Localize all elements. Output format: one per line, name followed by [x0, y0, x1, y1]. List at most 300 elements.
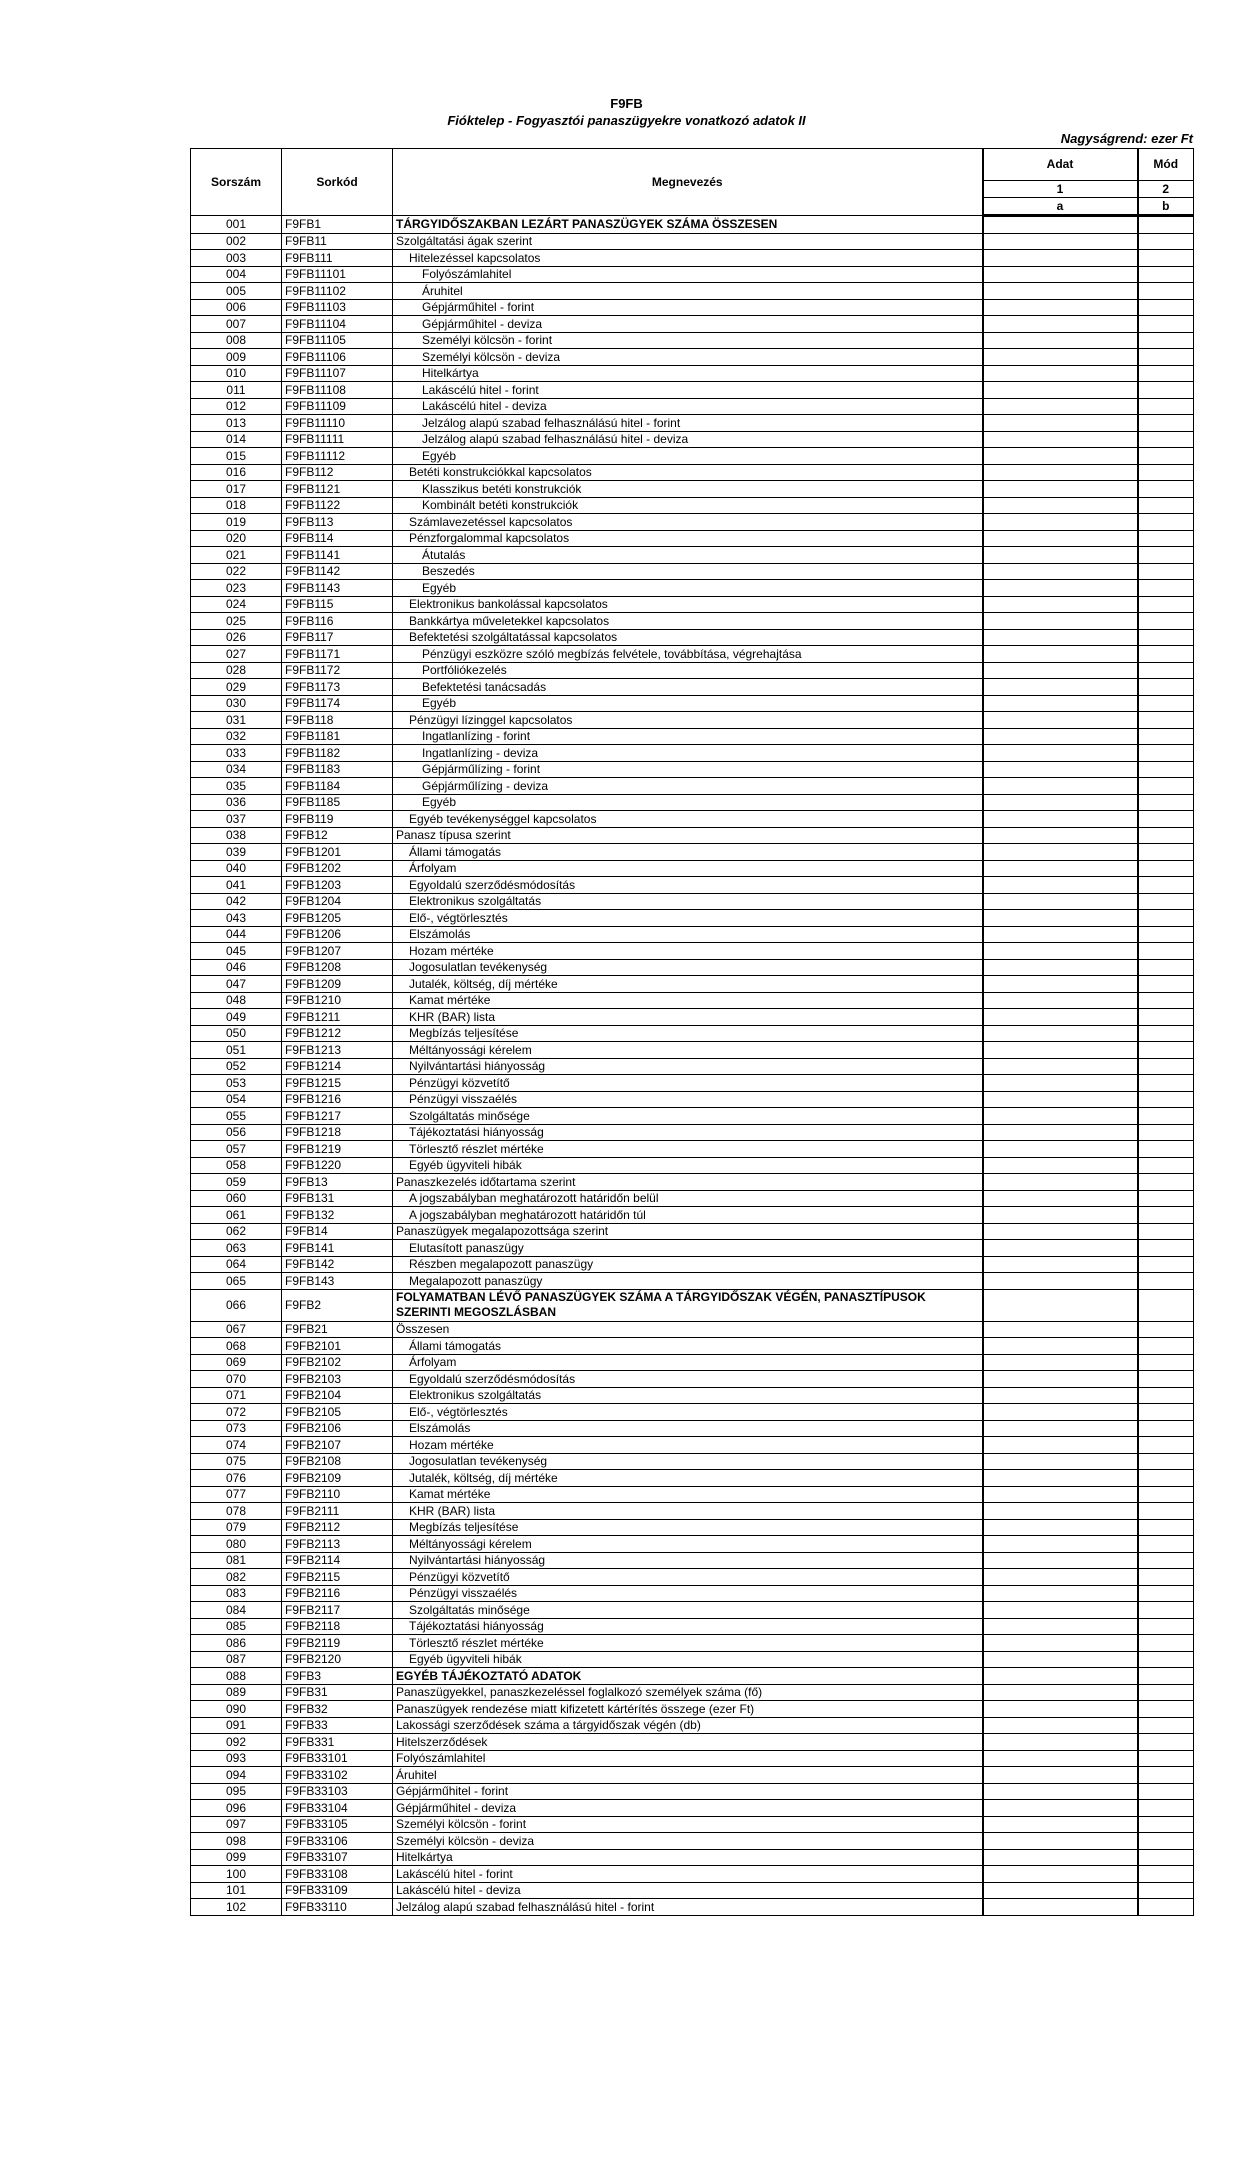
- row-number: 012: [191, 398, 282, 415]
- mod-cell[interactable]: [1138, 266, 1194, 283]
- mod-cell[interactable]: [1138, 976, 1194, 993]
- mod-cell[interactable]: [1138, 893, 1194, 910]
- mod-cell[interactable]: [1138, 530, 1194, 547]
- adat-cell[interactable]: [983, 860, 1138, 877]
- row-code: F9FB11109: [282, 398, 393, 415]
- row-code: F9FB331: [282, 1734, 393, 1751]
- mod-cell[interactable]: [1138, 794, 1194, 811]
- adat-cell[interactable]: [983, 1816, 1138, 1833]
- report-code: F9FB: [610, 96, 643, 111]
- adat-cell[interactable]: [983, 844, 1138, 861]
- adat-cell[interactable]: [983, 794, 1138, 811]
- table-row: [191, 1174, 1194, 1191]
- adat-cell[interactable]: [983, 1635, 1138, 1652]
- row-label: Elő-, végtörlesztés: [393, 910, 983, 927]
- col-letter-adat: a: [983, 197, 1138, 215]
- row-number: 073: [191, 1420, 282, 1437]
- adat-cell[interactable]: [983, 316, 1138, 333]
- mod-cell[interactable]: [1138, 1141, 1194, 1158]
- mod-cell[interactable]: [1138, 1833, 1194, 1850]
- row-label: Számlavezetéssel kapcsolatos: [393, 514, 983, 531]
- mod-cell[interactable]: [1138, 1108, 1194, 1125]
- row-code: F9FB119: [282, 811, 393, 828]
- adat-cell[interactable]: [983, 811, 1138, 828]
- mod-cell[interactable]: [1138, 1420, 1194, 1437]
- row-label: Áruhitel: [393, 283, 983, 300]
- table-row: [191, 1124, 1194, 1141]
- adat-cell[interactable]: [983, 233, 1138, 250]
- adat-cell[interactable]: [983, 1025, 1138, 1042]
- mod-cell[interactable]: [1138, 1668, 1194, 1685]
- mod-cell[interactable]: [1138, 943, 1194, 960]
- row-number: 003: [191, 250, 282, 267]
- mod-cell[interactable]: [1138, 1009, 1194, 1026]
- mod-cell[interactable]: [1138, 448, 1194, 465]
- adat-cell[interactable]: [983, 349, 1138, 366]
- mod-cell[interactable]: [1138, 1437, 1194, 1454]
- adat-cell[interactable]: [983, 1701, 1138, 1718]
- table-row: [191, 1767, 1194, 1784]
- row-number: 041: [191, 877, 282, 894]
- adat-cell[interactable]: [983, 1899, 1138, 1916]
- table-row: [191, 216, 1194, 234]
- adat-cell[interactable]: [983, 1882, 1138, 1899]
- adat-cell[interactable]: [983, 1141, 1138, 1158]
- adat-cell[interactable]: [983, 464, 1138, 481]
- adat-cell[interactable]: [983, 1207, 1138, 1224]
- adat-cell[interactable]: [983, 266, 1138, 283]
- row-number: 072: [191, 1404, 282, 1421]
- adat-cell[interactable]: [983, 1767, 1138, 1784]
- mod-cell[interactable]: [1138, 1404, 1194, 1421]
- row-number: 059: [191, 1174, 282, 1191]
- adat-cell[interactable]: [983, 1833, 1138, 1850]
- mod-cell[interactable]: [1138, 1470, 1194, 1487]
- adat-cell[interactable]: [983, 695, 1138, 712]
- row-label: Szolgáltatási ágak szerint: [393, 233, 983, 250]
- adat-cell[interactable]: [983, 1437, 1138, 1454]
- adat-cell[interactable]: [983, 1075, 1138, 1092]
- adat-cell[interactable]: [983, 1800, 1138, 1817]
- adat-cell[interactable]: [983, 728, 1138, 745]
- adat-cell[interactable]: [983, 299, 1138, 316]
- row-number: 102: [191, 1899, 282, 1916]
- row-number: 053: [191, 1075, 282, 1092]
- mod-cell[interactable]: [1138, 1025, 1194, 1042]
- table-row: [191, 1569, 1194, 1586]
- adat-cell[interactable]: [983, 893, 1138, 910]
- mod-cell[interactable]: [1138, 827, 1194, 844]
- mod-cell[interactable]: [1138, 1124, 1194, 1141]
- row-label: Elektronikus bankolással kapcsolatos: [393, 596, 983, 613]
- adat-cell[interactable]: [983, 398, 1138, 415]
- adat-cell[interactable]: [983, 1420, 1138, 1437]
- row-code: F9FB2104: [282, 1387, 393, 1404]
- table-row: [191, 1783, 1194, 1800]
- mod-cell[interactable]: [1138, 679, 1194, 696]
- mod-cell[interactable]: [1138, 1651, 1194, 1668]
- row-label: Ingatlanlízing - forint: [393, 728, 983, 745]
- mod-cell[interactable]: [1138, 1174, 1194, 1191]
- row-label: Panaszügyek megalapozottsága szerint: [393, 1223, 983, 1240]
- mod-cell[interactable]: [1138, 1387, 1194, 1404]
- adat-cell[interactable]: [983, 1240, 1138, 1257]
- adat-cell[interactable]: [983, 629, 1138, 646]
- mod-cell[interactable]: [1138, 1684, 1194, 1701]
- adat-cell[interactable]: [983, 1602, 1138, 1619]
- mod-cell[interactable]: [1138, 778, 1194, 795]
- adat-cell[interactable]: [983, 580, 1138, 597]
- adat-cell[interactable]: [983, 976, 1138, 993]
- row-code: F9FB11105: [282, 332, 393, 349]
- table-row: [191, 761, 1194, 778]
- mod-cell[interactable]: [1138, 712, 1194, 729]
- row-label: Klasszikus betéti konstrukciók: [393, 481, 983, 498]
- adat-cell[interactable]: [983, 596, 1138, 613]
- row-label: Nyilvántartási hiányosság: [393, 1552, 983, 1569]
- mod-cell[interactable]: [1138, 233, 1194, 250]
- adat-cell[interactable]: [983, 992, 1138, 1009]
- mod-cell[interactable]: [1138, 1486, 1194, 1503]
- mod-cell[interactable]: [1138, 216, 1194, 234]
- mod-cell[interactable]: [1138, 1552, 1194, 1569]
- row-number: 051: [191, 1042, 282, 1059]
- table-row: [191, 1470, 1194, 1487]
- mod-cell[interactable]: [1138, 464, 1194, 481]
- mod-cell[interactable]: [1138, 1273, 1194, 1290]
- adat-cell[interactable]: [983, 877, 1138, 894]
- mod-cell[interactable]: [1138, 1519, 1194, 1536]
- mod-cell[interactable]: [1138, 250, 1194, 267]
- adat-cell[interactable]: [983, 1157, 1138, 1174]
- row-code: F9FB2108: [282, 1453, 393, 1470]
- row-number: 023: [191, 580, 282, 597]
- mod-cell[interactable]: [1138, 1800, 1194, 1817]
- mod-cell[interactable]: [1138, 1602, 1194, 1619]
- mod-cell[interactable]: [1138, 514, 1194, 531]
- row-label: Folyószámlahitel: [393, 1750, 983, 1767]
- mod-cell[interactable]: [1138, 481, 1194, 498]
- row-code: F9FB1141: [282, 547, 393, 564]
- adat-cell[interactable]: [983, 1569, 1138, 1586]
- mod-cell[interactable]: [1138, 761, 1194, 778]
- mod-cell[interactable]: [1138, 1585, 1194, 1602]
- mod-cell[interactable]: [1138, 349, 1194, 366]
- adat-cell[interactable]: [983, 613, 1138, 630]
- adat-cell[interactable]: [983, 1058, 1138, 1075]
- table-row: [191, 299, 1194, 316]
- mod-cell[interactable]: [1138, 1899, 1194, 1916]
- report-title: Fióktelep - Fogyasztói panaszügyekre vonatkozó adatok II: [447, 113, 806, 128]
- table-row: [191, 1734, 1194, 1751]
- row-label: Gépjárműhitel - deviza: [393, 1800, 983, 1817]
- row-code: F9FB1209: [282, 976, 393, 993]
- table-row: [191, 316, 1194, 333]
- row-code: F9FB33101: [282, 1750, 393, 1767]
- adat-cell[interactable]: [983, 216, 1138, 234]
- mod-cell[interactable]: [1138, 365, 1194, 382]
- row-code: F9FB112: [282, 464, 393, 481]
- row-label: Elszámolás: [393, 926, 983, 943]
- adat-cell[interactable]: [983, 1783, 1138, 1800]
- table-row: [191, 629, 1194, 646]
- mod-cell[interactable]: [1138, 1321, 1194, 1338]
- adat-cell[interactable]: [983, 761, 1138, 778]
- row-label: TÁRGYIDŐSZAKBAN LEZÁRT PANASZÜGYEK SZÁMA ÖSSZESEN: [393, 216, 983, 234]
- mod-cell[interactable]: [1138, 1289, 1194, 1321]
- table-row: [191, 1519, 1194, 1536]
- table-row: [191, 1387, 1194, 1404]
- mod-cell[interactable]: [1138, 563, 1194, 580]
- mod-cell[interactable]: [1138, 1075, 1194, 1092]
- mod-cell[interactable]: [1138, 1058, 1194, 1075]
- mod-cell[interactable]: [1138, 1223, 1194, 1240]
- adat-cell[interactable]: [983, 365, 1138, 382]
- row-code: F9FB33109: [282, 1882, 393, 1899]
- row-number: 015: [191, 448, 282, 465]
- mod-cell[interactable]: [1138, 629, 1194, 646]
- adat-cell[interactable]: [983, 1354, 1138, 1371]
- table-row: [191, 497, 1194, 514]
- mod-cell[interactable]: [1138, 547, 1194, 564]
- mod-cell[interactable]: [1138, 811, 1194, 828]
- adat-cell[interactable]: [983, 415, 1138, 432]
- mod-cell[interactable]: [1138, 283, 1194, 300]
- row-code: F9FB11110: [282, 415, 393, 432]
- row-number: 081: [191, 1552, 282, 1569]
- row-label: Panasz típusa szerint: [393, 827, 983, 844]
- row-label: Hitelkártya: [393, 365, 983, 382]
- mod-cell[interactable]: [1138, 1042, 1194, 1059]
- row-number: 030: [191, 695, 282, 712]
- mod-cell[interactable]: [1138, 580, 1194, 597]
- row-number: 040: [191, 860, 282, 877]
- adat-cell[interactable]: [983, 1223, 1138, 1240]
- adat-cell[interactable]: [983, 1338, 1138, 1355]
- mod-cell[interactable]: [1138, 1750, 1194, 1767]
- adat-cell[interactable]: [983, 431, 1138, 448]
- row-label: Pénzügyi eszközre szóló megbízás felvétele, továbbítása, végrehajtása: [393, 646, 983, 663]
- mod-cell[interactable]: [1138, 1635, 1194, 1652]
- adat-cell[interactable]: [983, 514, 1138, 531]
- adat-cell[interactable]: [983, 1042, 1138, 1059]
- mod-cell[interactable]: [1138, 1091, 1194, 1108]
- mod-cell[interactable]: [1138, 910, 1194, 927]
- table-row: [191, 563, 1194, 580]
- adat-cell[interactable]: [983, 448, 1138, 465]
- adat-cell[interactable]: [983, 1371, 1138, 1388]
- adat-cell[interactable]: [983, 1668, 1138, 1685]
- adat-cell[interactable]: [983, 646, 1138, 663]
- mod-cell[interactable]: [1138, 959, 1194, 976]
- row-code: F9FB1216: [282, 1091, 393, 1108]
- table-row: [191, 1240, 1194, 1257]
- adat-cell[interactable]: [983, 1470, 1138, 1487]
- table-row: [191, 448, 1194, 465]
- adat-cell[interactable]: [983, 827, 1138, 844]
- row-number: 060: [191, 1190, 282, 1207]
- mod-cell[interactable]: [1138, 1816, 1194, 1833]
- adat-cell[interactable]: [983, 959, 1138, 976]
- table-row: [191, 844, 1194, 861]
- mod-cell[interactable]: [1138, 1354, 1194, 1371]
- table-row: [191, 1882, 1194, 1899]
- mod-cell[interactable]: [1138, 299, 1194, 316]
- adat-cell[interactable]: [983, 283, 1138, 300]
- adat-cell[interactable]: [983, 1651, 1138, 1668]
- row-code: F9FB118: [282, 712, 393, 729]
- mod-cell[interactable]: [1138, 398, 1194, 415]
- adat-cell[interactable]: [983, 1256, 1138, 1273]
- mod-cell[interactable]: [1138, 1701, 1194, 1718]
- adat-cell[interactable]: [983, 1849, 1138, 1866]
- adat-cell[interactable]: [983, 679, 1138, 696]
- table-row: [191, 415, 1194, 432]
- mod-cell[interactable]: [1138, 1767, 1194, 1784]
- row-code: F9FB1183: [282, 761, 393, 778]
- row-code: F9FB1202: [282, 860, 393, 877]
- mod-cell[interactable]: [1138, 877, 1194, 894]
- adat-cell[interactable]: [983, 1734, 1138, 1751]
- adat-cell[interactable]: [983, 662, 1138, 679]
- mod-cell[interactable]: [1138, 695, 1194, 712]
- adat-cell[interactable]: [983, 1503, 1138, 1520]
- row-label: Hitelszerződések: [393, 1734, 983, 1751]
- mod-cell[interactable]: [1138, 860, 1194, 877]
- mod-cell[interactable]: [1138, 1569, 1194, 1586]
- adat-cell[interactable]: [983, 1519, 1138, 1536]
- mod-cell[interactable]: [1138, 316, 1194, 333]
- mod-cell[interactable]: [1138, 1453, 1194, 1470]
- row-code: F9FB1210: [282, 992, 393, 1009]
- mod-cell[interactable]: [1138, 1190, 1194, 1207]
- adat-cell[interactable]: [983, 1453, 1138, 1470]
- row-label: Panaszügyekkel, panaszkezeléssel foglalkozó személyek száma (fő): [393, 1684, 983, 1701]
- adat-cell[interactable]: [983, 382, 1138, 399]
- row-number: 067: [191, 1321, 282, 1338]
- adat-cell[interactable]: [983, 250, 1138, 267]
- mod-cell[interactable]: [1138, 1783, 1194, 1800]
- mod-cell[interactable]: [1138, 745, 1194, 762]
- adat-cell[interactable]: [983, 497, 1138, 514]
- adat-cell[interactable]: [983, 943, 1138, 960]
- mod-cell[interactable]: [1138, 1618, 1194, 1635]
- mod-cell[interactable]: [1138, 1240, 1194, 1257]
- adat-cell[interactable]: [983, 332, 1138, 349]
- row-number: 017: [191, 481, 282, 498]
- mod-cell[interactable]: [1138, 662, 1194, 679]
- adat-cell[interactable]: [983, 1124, 1138, 1141]
- row-number: 099: [191, 1849, 282, 1866]
- mod-cell[interactable]: [1138, 613, 1194, 630]
- adat-cell[interactable]: [983, 1289, 1138, 1321]
- adat-cell[interactable]: [983, 926, 1138, 943]
- mod-cell[interactable]: [1138, 1371, 1194, 1388]
- mod-cell[interactable]: [1138, 382, 1194, 399]
- adat-cell[interactable]: [983, 1009, 1138, 1026]
- adat-cell[interactable]: [983, 1717, 1138, 1734]
- mod-cell[interactable]: [1138, 844, 1194, 861]
- mod-cell[interactable]: [1138, 1882, 1194, 1899]
- adat-cell[interactable]: [983, 1552, 1138, 1569]
- adat-cell[interactable]: [983, 1108, 1138, 1125]
- mod-cell[interactable]: [1138, 1256, 1194, 1273]
- adat-cell[interactable]: [983, 1190, 1138, 1207]
- mod-cell[interactable]: [1138, 926, 1194, 943]
- row-number: 001: [191, 216, 282, 234]
- mod-cell[interactable]: [1138, 1338, 1194, 1355]
- mod-cell[interactable]: [1138, 431, 1194, 448]
- mod-cell[interactable]: [1138, 1717, 1194, 1734]
- adat-cell[interactable]: [983, 1091, 1138, 1108]
- mod-cell[interactable]: [1138, 1503, 1194, 1520]
- adat-cell[interactable]: [983, 1585, 1138, 1602]
- mod-cell[interactable]: [1138, 1536, 1194, 1553]
- row-label: KHR (BAR) lista: [393, 1503, 983, 1520]
- row-label: A jogszabályban meghatározott határidőn túl: [393, 1207, 983, 1224]
- row-code: F9FB33: [282, 1717, 393, 1734]
- row-number: 049: [191, 1009, 282, 1026]
- row-code: F9FB11112: [282, 448, 393, 465]
- row-code: F9FB2120: [282, 1651, 393, 1668]
- row-label: Jogosulatlan tevékenység: [393, 959, 983, 976]
- row-code: F9FB143: [282, 1273, 393, 1290]
- row-number: 043: [191, 910, 282, 927]
- adat-cell[interactable]: [983, 1750, 1138, 1767]
- adat-cell[interactable]: [983, 1486, 1138, 1503]
- mod-cell[interactable]: [1138, 1207, 1194, 1224]
- adat-cell[interactable]: [983, 778, 1138, 795]
- adat-cell[interactable]: [983, 530, 1138, 547]
- adat-cell[interactable]: [983, 1618, 1138, 1635]
- mod-cell[interactable]: [1138, 497, 1194, 514]
- adat-cell[interactable]: [983, 547, 1138, 564]
- mod-cell[interactable]: [1138, 1157, 1194, 1174]
- adat-cell[interactable]: [983, 910, 1138, 927]
- adat-cell[interactable]: [983, 1174, 1138, 1191]
- adat-cell[interactable]: [983, 563, 1138, 580]
- adat-cell[interactable]: [983, 1536, 1138, 1553]
- mod-cell[interactable]: [1138, 1849, 1194, 1866]
- mod-cell[interactable]: [1138, 415, 1194, 432]
- adat-cell[interactable]: [983, 745, 1138, 762]
- mod-cell[interactable]: [1138, 596, 1194, 613]
- row-number: 029: [191, 679, 282, 696]
- adat-cell[interactable]: [983, 481, 1138, 498]
- row-label: Jelzálog alapú szabad felhasználású hitel - forint: [393, 415, 983, 432]
- adat-cell[interactable]: [983, 1321, 1138, 1338]
- mod-cell[interactable]: [1138, 1734, 1194, 1751]
- adat-cell[interactable]: [983, 1387, 1138, 1404]
- row-number: 044: [191, 926, 282, 943]
- row-code: F9FB1172: [282, 662, 393, 679]
- mod-cell[interactable]: [1138, 728, 1194, 745]
- row-number: 021: [191, 547, 282, 564]
- row-code: F9FB2101: [282, 1338, 393, 1355]
- mod-cell[interactable]: [1138, 646, 1194, 663]
- row-label: Ingatlanlízing - deviza: [393, 745, 983, 762]
- adat-cell[interactable]: [983, 1404, 1138, 1421]
- adat-cell[interactable]: [983, 712, 1138, 729]
- mod-cell[interactable]: [1138, 1866, 1194, 1883]
- table-row: [191, 1404, 1194, 1421]
- adat-cell[interactable]: [983, 1273, 1138, 1290]
- adat-cell[interactable]: [983, 1684, 1138, 1701]
- mod-cell[interactable]: [1138, 332, 1194, 349]
- row-code: F9FB2109: [282, 1470, 393, 1487]
- mod-cell[interactable]: [1138, 992, 1194, 1009]
- adat-cell[interactable]: [983, 1866, 1138, 1883]
